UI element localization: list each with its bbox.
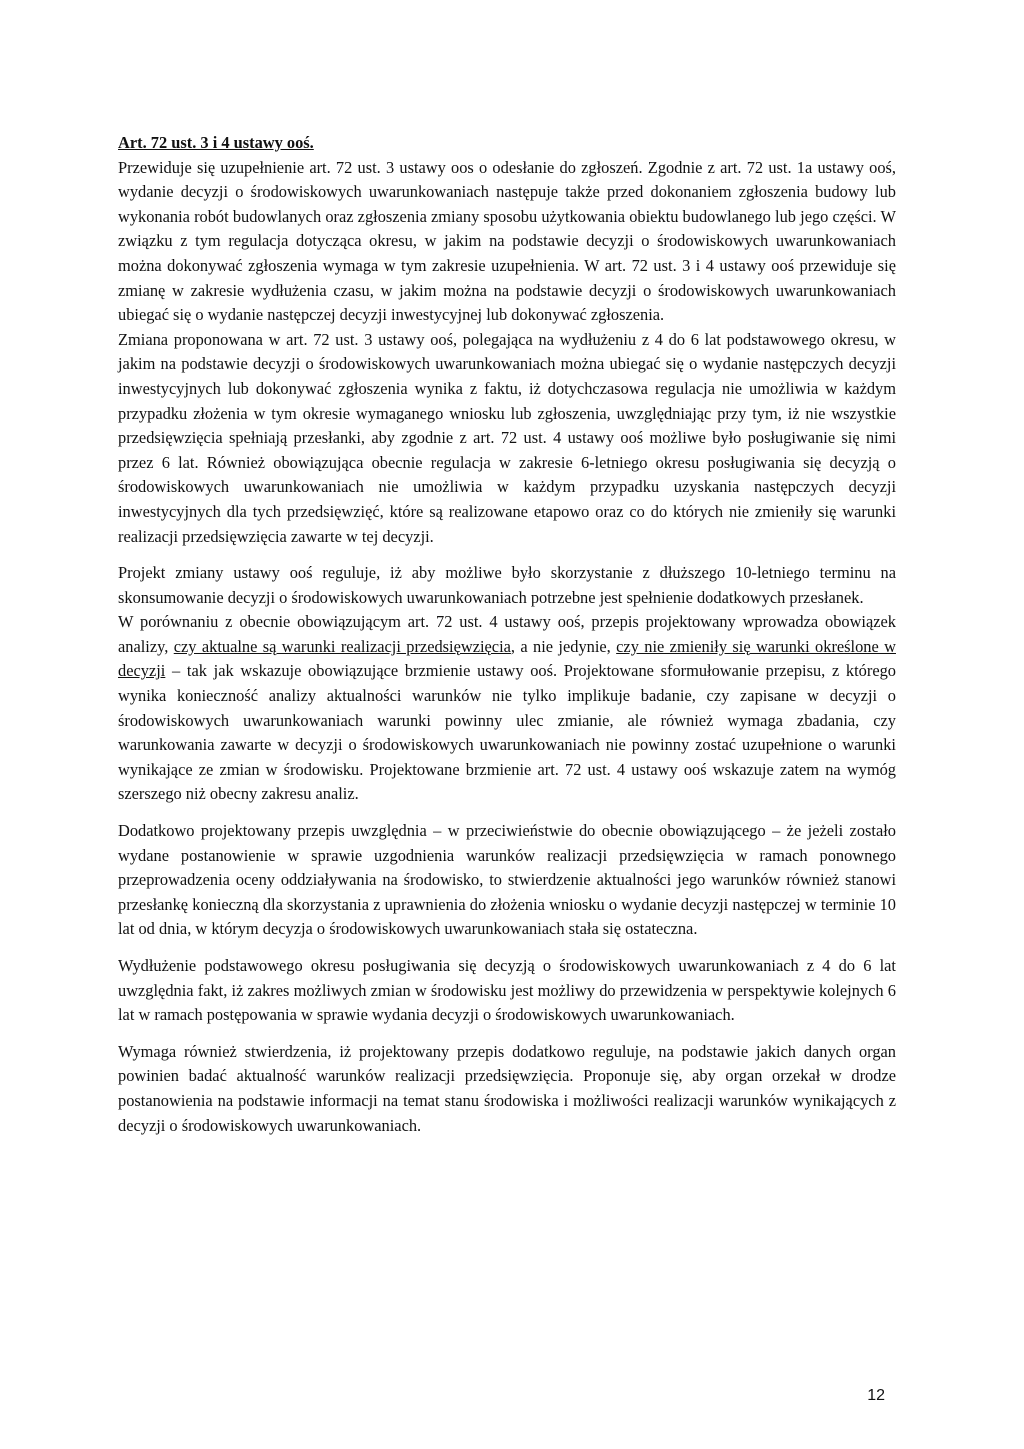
paragraph-2: Zmiana proponowana w art. 72 ust. 3 ustawy ooś, polegająca na wydłużeniu z 4 do 6 lat podstawowego okresu, w jakim na podstawie decyzji o środowiskowych uwarunkowaniach można ubiegać się o wydanie następczych decyzji inwestycyjnych lub dokonywać zgłoszenia wynika z faktu, iż dotychczasowa regulacja nie umożliwia w każdym przypadku złożenia w tym okresie wymaganego wniosku lub zgłoszenia, uwzględniając przy tym, iż nie wszystkie przedsięwzięcia spełniają przesłanki, aby zgodnie z art. 72 ust. 4 ustawy ooś możliwe było posługiwanie się nimi przez 6 lat. Również obowiązująca obecnie regulacja w zakresie 6-letniego okresu posługiwania się decyzją o środowiskowych uwarunkowaniach nie umożliwia w każdym przypadku uzyskania następczych decyzji inwestycyjnych dla tych przedsięwzięć, które są realizowane etapowo oraz co do których nie zmieniły się warunki realizacji przedsięwzięcia zawarte w tej decyzji. — [118, 329, 896, 546]
paragraph-6: Wydłużenie podstawowego okresu posługiwania się decyzją o środowiskowych uwarunkowaniach z 4 do 6 lat uwzględnia fakt, iż zakres możliwych zmian w środowisku jest możliwy do przewidzenia w perspektywie kolejnych 6 lat w ramach postępowania w sprawie wydania decyzji o środowiskowych uwarunkowaniach. — [118, 956, 896, 1025]
paragraph-3: Projekt zmiany ustawy ooś reguluje, iż aby możliwe było skorzystanie z dłuższego 10-letniego terminu na skonsumowanie decyzji o środowiskowych uwarunkowaniach potrzebne jest spełnienie dodatkowych przesłanek. — [118, 563, 896, 607]
paragraph-5: Dodatkowo projektowany przepis uwzględnia – w przeciwieństwie do obecnie obowiązującego – że jeżeli zostało wydane postanowienie w sprawie uzgodnienia warunków realizacji przedsięwzięcia w ramach ponownego przeprowadzenia oceny oddziaływania na środowisko, to stwierdzenie aktualności jego warunków również stanowi przesłankę konieczną dla skorzystania z uprawnienia do złożenia wniosku o wydanie decyzji następczej w terminie 10 lat od dnia, w którym decyzja o środowiskowych uwarunkowaniach stała się ostateczna. — [118, 821, 896, 939]
paragraph-7: Wymaga również stwierdzenia, iż projektowany przepis dodatkowo reguluje, na podstawie jakich danych organ powinien badać aktualność warunków realizacji przedsięwzięcia. Proponuje się, aby organ orzekał w drodze postanowienia na podstawie informacji na temat stanu środowiska i możliwości realizacji warunków wynikających z decyzji o środowiskowych uwarunkowaniach. — [118, 1041, 896, 1135]
paragraph-4-text-b: , a nie jedynie, — [510, 636, 617, 656]
page-number: 12 — [867, 1387, 885, 1404]
underlined-phrase-1: czy aktualne są warunki realizacji przedsięwzięcia — [173, 636, 511, 656]
paragraph-4-text-a: W porównaniu z obecnie obowiązującym art. 72 ust. 4 ustawy ooś, przepis projektowany wprowadza obowiązek analizy, — [118, 612, 896, 656]
paragraph-1: Przewiduje się uzupełnienie art. 72 ust. 3 ustawy oos o odesłanie do zgłoszeń. Zgodnie z art. 72 ust. 1a ustawy ooś, wydanie decyzji o środowiskowych uwarunkowaniach następuje także przed dokonaniem zgłoszenia budowy lub wykonania robót budowlanych oraz zgłoszenia zmiany sposobu użytkowania obiektu budowlanego lub jego części. W związku z tym regulacja dotycząca okresu, w jakim na podstawie decyzji o środowiskowych uwarunkowaniach można dokonywać zgłoszenia wymaga w tym zakresie uzupełnienia. W art. 72 ust. 3 i 4 ustawy ooś przewiduje się zmianę w zakresie wydłużenia czasu, w jakim można na podstawie decyzji o środowiskowych uwarunkowaniach ubiegać się o wydanie następczej decyzji inwestycyjnej lub dokonywać zgłoszenia. — [118, 157, 896, 325]
underlined-phrase-2: czy nie zmieniły się warunki określone w decyzji — [118, 636, 896, 681]
paragraph-4 — [118, 610, 896, 807]
paragraph-4-text-c: – tak jak wskazuje obowiązujące brzmienie ustawy ooś. Projektowane sformułowanie przepisu, z którego wynika konieczność analizy aktualności warunków nie tylko implikuje badanie, czy zapisane w decyzji o środowiskowych uwarunkowaniach warunki powinny ulec zmianie, ale również wymaga zbadania, czy warunkowania zawarte w decyzji o środowiskowych uwarunkowaniach nie powinny zostać uzupełnione o warunki wynikające ze zmian w środowisku. Projektowane brzmienie art. 72 ust. 4 ustawy ooś wskazuje zatem na wymóg szerszego niż obecny zakresu analiz. — [118, 661, 896, 804]
section-heading: Art. 72 ust. 3 i 4 ustawy ooś. — [118, 133, 314, 152]
document-page — [118, 131, 896, 1138]
